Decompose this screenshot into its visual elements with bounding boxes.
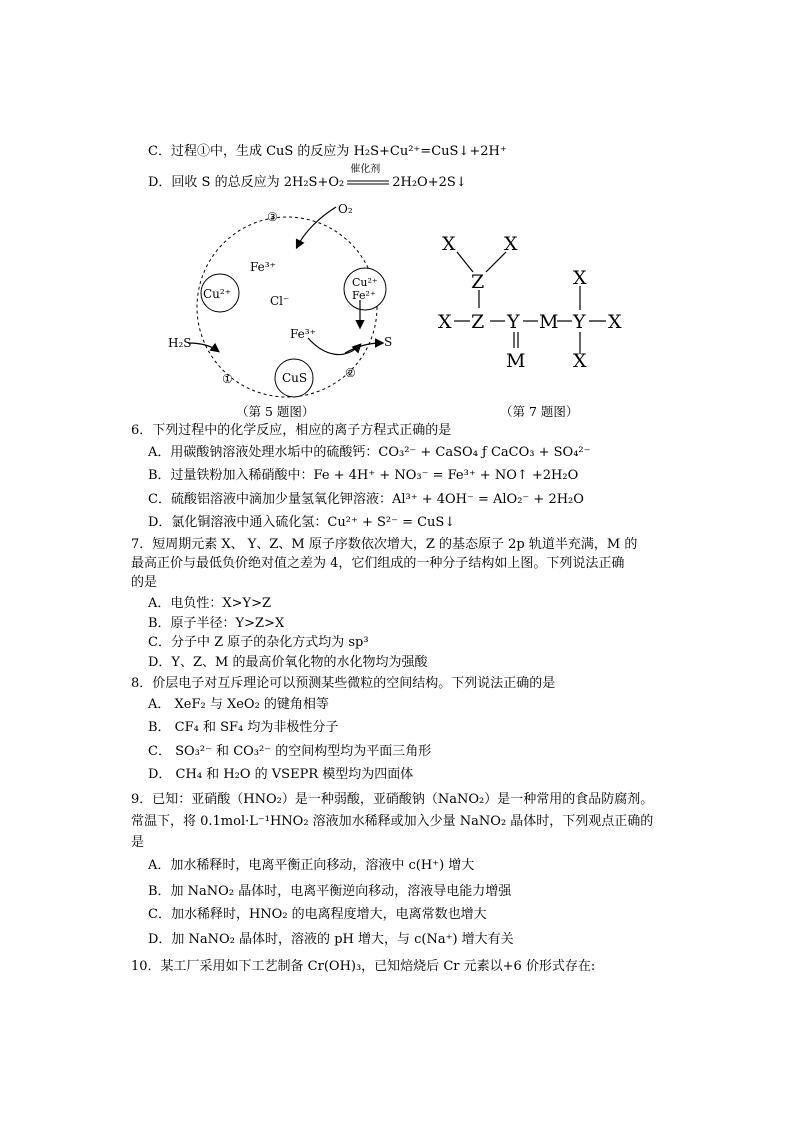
q7-line3: 的是 bbox=[131, 575, 158, 590]
atom-z: Z bbox=[471, 311, 485, 333]
q7-option-b: B．原子半径：Y>Z>X bbox=[148, 616, 285, 631]
h2s-label: H₂S bbox=[168, 336, 192, 350]
q8-option-a: A． XeF₂ 与 XeO₂ 的键角相等 bbox=[148, 697, 329, 712]
molecule-figure bbox=[430, 230, 635, 375]
atom-x: X bbox=[438, 311, 452, 333]
atom-x: X bbox=[504, 233, 518, 255]
q6-option-d: D．氯化铜溶液中通入硫化氢：Cu²⁺ + S²⁻ = CuS↓ bbox=[148, 515, 456, 530]
q7-line2: 最高正价与最低负价绝对值之差为 4，它们组成的一种分子结构如上图。下列说法正确 bbox=[131, 556, 625, 571]
q10-stem: 10．某工厂采用如下工艺制备 Cr(OH)₃，已知焙烧后 Cr 元素以+6 价形式存在: bbox=[131, 959, 596, 974]
step-3-label: ③ bbox=[267, 210, 278, 224]
q5-option-d-post: 2H₂O+2S↓ bbox=[392, 175, 467, 190]
q8-option-d: D． CH₄ 和 H₂O 的 VSEPR 模型均为四面体 bbox=[148, 767, 414, 782]
atom-z: Z bbox=[471, 271, 485, 293]
q6-option-c: C．硫酸铝溶液中滴加少量氢氧化钾溶液：Al³⁺ + 4OH⁻ = AlO₂⁻ + 2H₂O bbox=[148, 492, 584, 507]
fe3-bottom-label: Fe³⁺ bbox=[290, 327, 316, 341]
q5-option-d bbox=[148, 164, 467, 192]
q9-option-b: B．加 NaNO₂ 晶体时，电离平衡逆向移动，溶液导电能力增强 bbox=[148, 884, 512, 899]
step-2-label: ② bbox=[345, 366, 356, 380]
atom-x: X bbox=[573, 267, 587, 289]
q5-option-d-pre: D．回收 S 的总反应为 2H₂S+O₂ bbox=[148, 175, 345, 190]
mix-fe-label: Fe²⁺ bbox=[352, 289, 376, 302]
figure-5-caption: （第 5 题图） bbox=[236, 404, 315, 419]
q9-line2: 常温下，将 0.1mol·L⁻¹HNO₂ 溶液加水稀释或加入少量 NaNO₂ 晶体时，下列观点正确的 bbox=[131, 814, 654, 829]
o2-label: O₂ bbox=[338, 202, 353, 216]
q7-line1: 7．短周期元素 X、 Y、Z、M 原子序数依次增大，Z 的基态原子 2p 轨道半充满，M 的 bbox=[131, 537, 638, 552]
q6-option-a: A．用碳酸钠溶液处理水垢中的硫酸钙：CO₃²⁻ + CaSO₄ ƒ CaCO₃ + SO₄²⁻ bbox=[148, 445, 591, 460]
q9-option-a: A．加水稀释时，电离平衡正向移动，溶液中 c(H⁺) 增大 bbox=[148, 858, 475, 873]
cycle-figure bbox=[160, 195, 410, 405]
atom-x: X bbox=[442, 233, 456, 255]
q9-line1: 9．已知：亚硝酸（HNO₂）是一种弱酸，亚硝酸钠（NaNO₂）是一种常用的食品防腐剂。 bbox=[131, 792, 654, 807]
q8-option-b: B． CF₄ 和 SF₄ 均为非极性分子 bbox=[148, 720, 339, 735]
q7-option-c: C．分子中 Z 原子的杂化方式均为 sp³ bbox=[148, 635, 369, 650]
o2-arrow bbox=[297, 207, 336, 247]
cu2-label: Cu²⁺ bbox=[203, 287, 232, 301]
s-label: S bbox=[384, 335, 393, 349]
atom-y: Y bbox=[507, 311, 520, 333]
step-1-label: ① bbox=[222, 372, 233, 386]
atom-x: X bbox=[573, 350, 587, 372]
cus-label: CuS bbox=[282, 371, 308, 385]
q6-stem: 6．下列过程中的化学反应，相应的离子方程式正确的是 bbox=[131, 423, 452, 438]
figure-7-caption: （第 7 题图） bbox=[500, 404, 579, 419]
atom-x: X bbox=[608, 311, 622, 333]
fe3-top-label: Fe³⁺ bbox=[250, 260, 276, 274]
q9-line3: 是 bbox=[131, 835, 145, 850]
atom-m: M bbox=[506, 350, 526, 372]
q6-option-b: B．过量铁粉加入稀硝酸中：Fe + 4H⁺ + NO₃⁻ = Fe³⁺ + NO↑ +2H₂O bbox=[148, 468, 579, 483]
q5-option-c: C．过程①中，生成 CuS 的反应为 H₂S+Cu²⁺=CuS↓+2H⁺ bbox=[148, 144, 507, 159]
q7-option-a: A．电负性：X>Y>Z bbox=[148, 596, 272, 611]
cl-label: Cl⁻ bbox=[270, 294, 290, 308]
q8-option-c: C． SO₃²⁻ 和 CO₃²⁻ 的空间构型均为平面三角形 bbox=[148, 744, 432, 759]
q8-stem: 8．价层电子对互斥理论可以预测某些微粒的空间结构。下列说法正确的是 bbox=[131, 676, 556, 691]
q9-option-c: C．加水稀释时，HNO₂ 的电离程度增大，电离常数也增大 bbox=[148, 907, 487, 922]
atom-y: Y bbox=[573, 311, 586, 333]
mix-cu-label: Cu²⁺ bbox=[352, 276, 378, 289]
q9-option-d: D．加 NaNO₂ 晶体时，溶液的 pH 增大，与 c(Na⁺) 增大有关 bbox=[148, 932, 514, 947]
h2s-arrow bbox=[188, 343, 218, 351]
atom-m: M bbox=[539, 311, 559, 333]
catalyst-label: 催化剂 bbox=[350, 164, 381, 175]
q7-option-d: D．Y、Z、M 的最高价氧化物的水化物均为强酸 bbox=[148, 655, 428, 670]
reaction-arrow bbox=[346, 179, 390, 187]
